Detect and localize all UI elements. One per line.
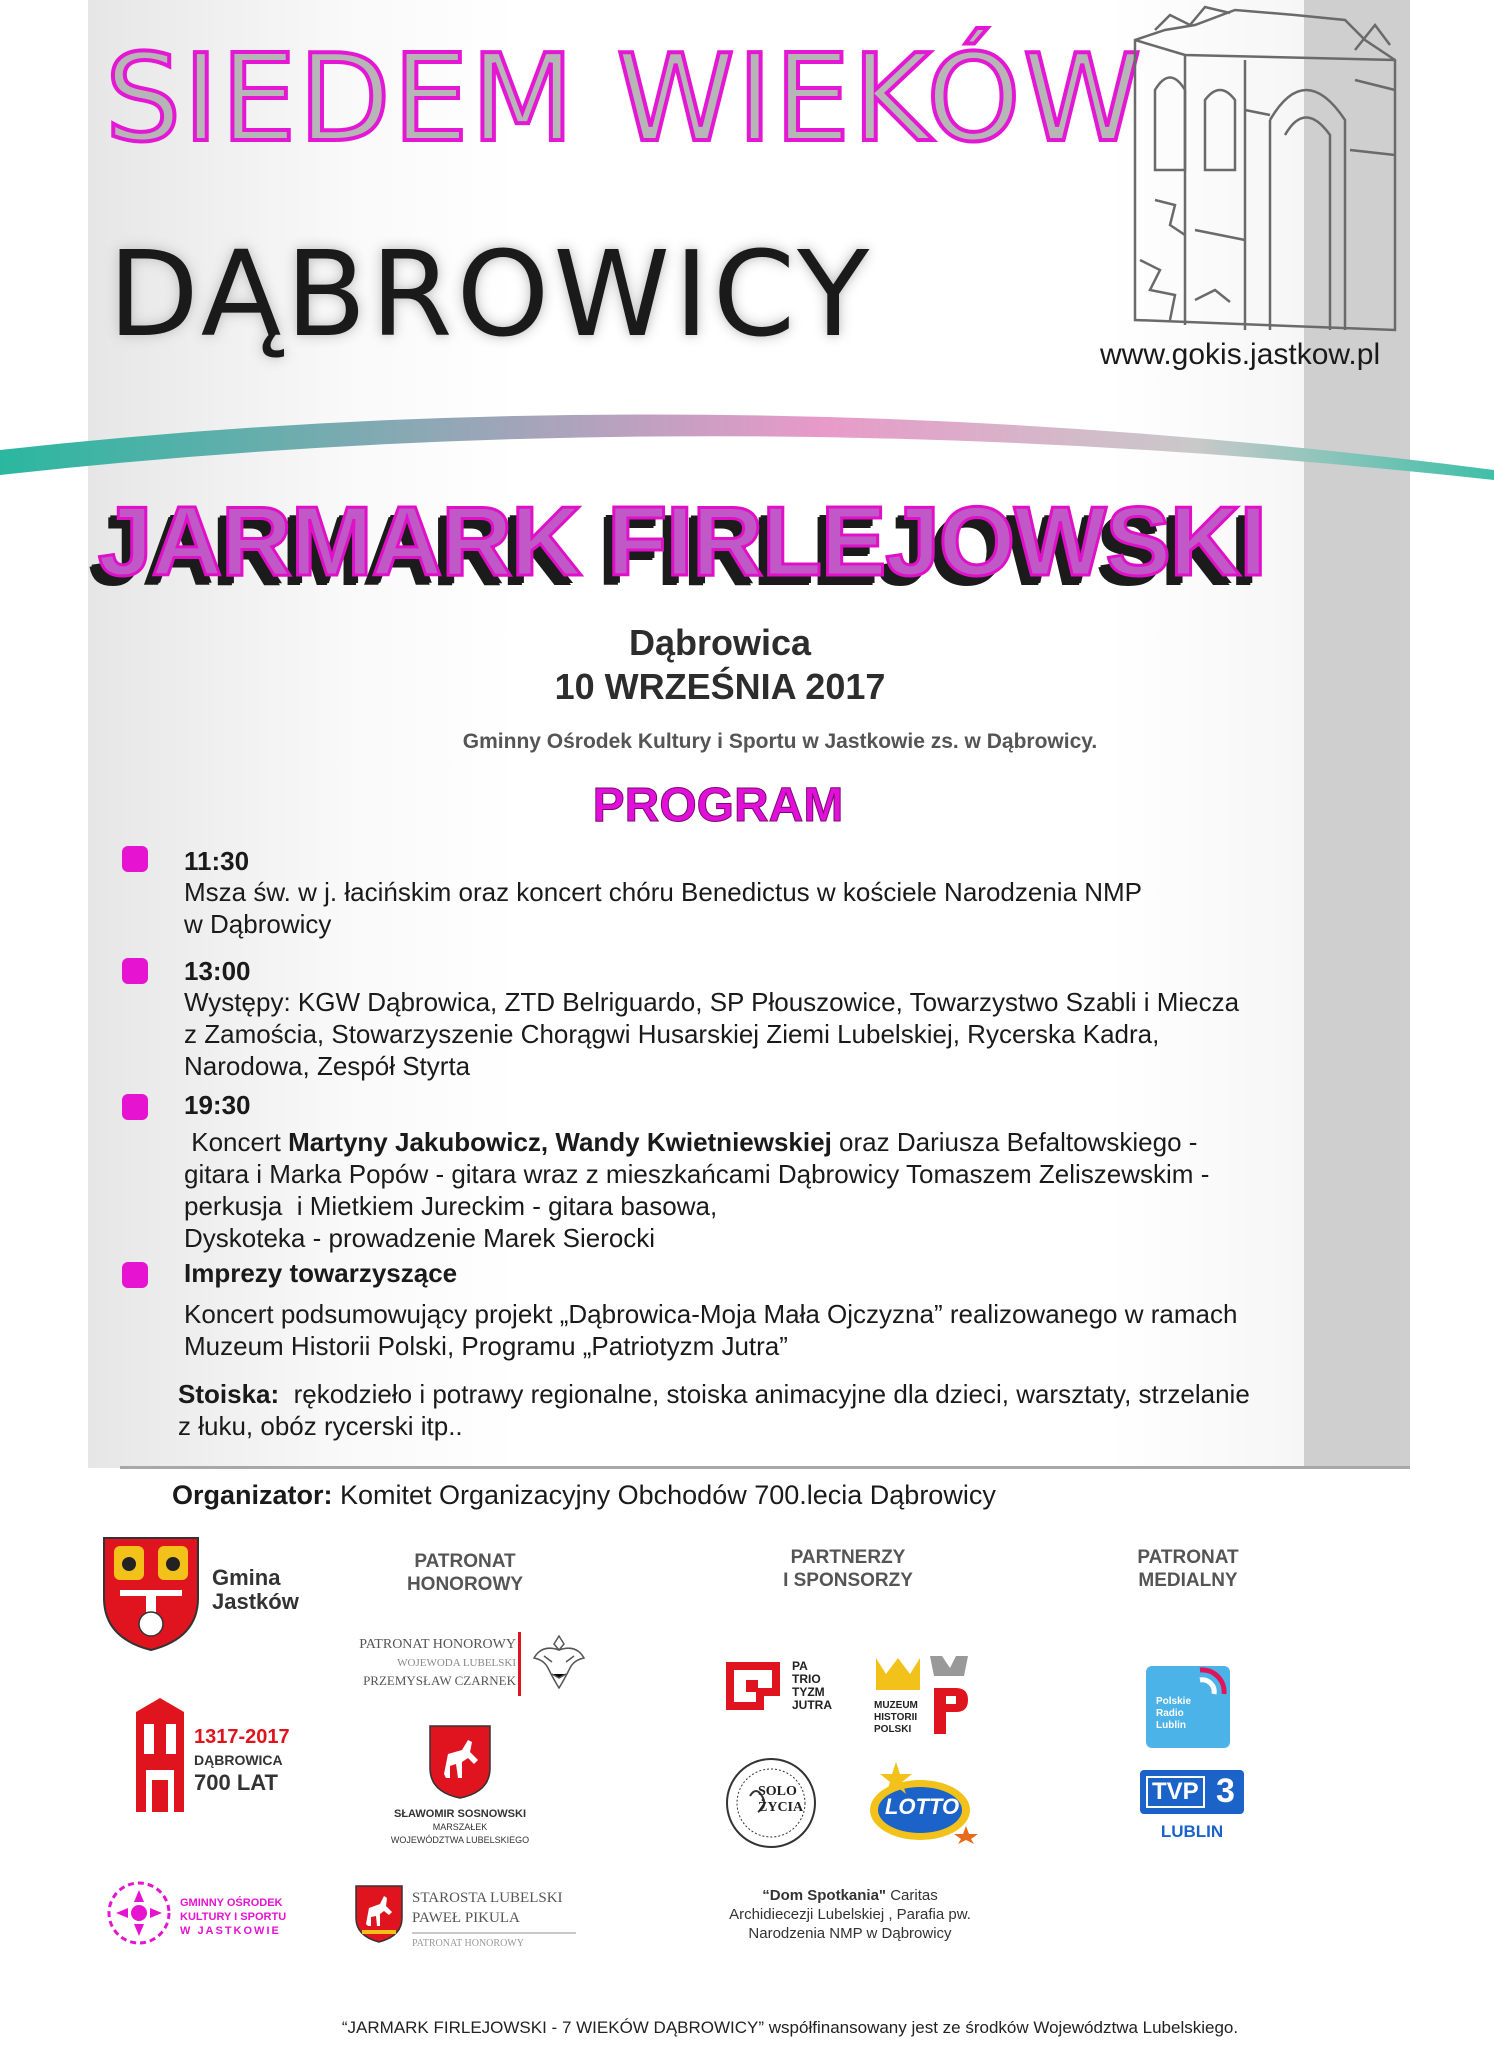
gmina-line: Jastków	[212, 1589, 299, 1614]
muzeum-text	[874, 1700, 918, 1736]
starosta-line: PATRONAT HONOROWY	[412, 1938, 524, 1949]
lubelskie-crest	[428, 1724, 492, 1800]
patronat-medialny-heading	[1088, 1546, 1288, 1592]
solo-line: SOLO	[758, 1784, 797, 1799]
patriotyzm-jutra-text	[792, 1660, 832, 1712]
caritas-bold: “Dom Spotkania"	[762, 1887, 887, 1904]
program-line: z łuku, obóz rycerski itp..	[178, 1411, 463, 1441]
tvp-text: TVP	[1146, 1776, 1205, 1808]
program-line	[184, 1126, 1364, 1158]
wojewoda-divider	[518, 1632, 521, 1696]
heading-line: HONOROWY	[406, 1574, 524, 1595]
tvp-city: LUBLIN	[1160, 1822, 1224, 1841]
radio-text	[1156, 1696, 1191, 1732]
radio-waves-icon	[1194, 1660, 1234, 1700]
program-bullet	[122, 1262, 148, 1288]
anniversary-place: DĄBROWICA	[194, 1752, 283, 1768]
caritas-line: Narodzenia NMP w Dąbrowicy	[748, 1925, 952, 1942]
program-bullet	[122, 1094, 148, 1120]
caritas-line	[700, 1886, 1000, 1905]
lotto-text: LOTTO	[884, 1794, 960, 1819]
heading-line: PATRONAT	[1137, 1547, 1239, 1568]
partnerzy-heading	[748, 1546, 948, 1592]
muzeum-p-icon	[926, 1652, 972, 1738]
anniversary-700-lat: 700 LAT	[194, 1770, 278, 1795]
wojewoda-line: WOJEWODA LUBELSKI	[397, 1657, 516, 1669]
tvp-number: 3	[1216, 1772, 1235, 1810]
divider	[120, 1466, 1410, 1469]
event-place: Dąbrowica	[628, 622, 812, 663]
starosta-patronage	[412, 1888, 576, 1954]
gmina-line: Gmina	[212, 1565, 281, 1590]
patronat-honorowy-heading	[365, 1550, 565, 1596]
organizer-value: Komitet Organizacyjny Obchodów 700.lecia Dąbrowicy	[332, 1480, 996, 1510]
text-run: Koncert	[184, 1127, 289, 1157]
stoiska-label: Stoiska:	[178, 1379, 280, 1409]
patriotyzm-line: JUTRA	[792, 1698, 833, 1712]
muzeum-line: HISTORII	[874, 1712, 918, 1723]
marszalek-patronage	[350, 1808, 570, 1847]
starosta-crest	[354, 1884, 404, 1944]
program-line: Msza św. w j. łacińskim oraz koncert chóru Benedictus w kościele Narodzenia NMP	[184, 877, 1143, 907]
program-line: perkusja i Mietkiem Jureckim - gitara basowa,	[184, 1191, 718, 1221]
organizer-label: Organizator:	[172, 1480, 333, 1510]
starosta-line: PAWEŁ PIKULA	[412, 1908, 576, 1934]
program-time: 11:30	[184, 846, 250, 876]
wojewoda-line: PRZEMYSŁAW CZARNEK	[363, 1673, 516, 1688]
program-time: 13:00	[184, 956, 251, 986]
gmina-jastkow-name	[212, 1566, 299, 1614]
program-line: Muzeum Historii Polski, Programu „Patriotyzm Jutra”	[184, 1331, 788, 1361]
anniversary-logo-text	[194, 1724, 290, 1796]
program-bullet	[122, 958, 148, 984]
program-bullet	[122, 846, 148, 872]
gmina-jastkow-crest	[100, 1534, 202, 1652]
program-line: w Dąbrowicy	[184, 909, 332, 939]
title-line-1: SIEDEM WIEKÓW	[105, 30, 1144, 169]
program-line: z Zamościa, Stowarzyszenie Chorągwi Husarskiej Ziemi Lubelskiej, Rycerska Kadra,	[184, 1019, 1160, 1049]
organizer-line	[172, 1480, 996, 1511]
heading-line: I SPONSORZY	[783, 1570, 913, 1591]
starosta-line: STAROSTA LUBELSKI	[412, 1890, 563, 1906]
radio-line: Radio	[1156, 1708, 1184, 1719]
event-host: Gminny Ośrodek Kultury i Sportu w Jastkowie zs. w Dąbrowicy.	[462, 730, 1098, 753]
caritas-partner	[700, 1886, 1000, 1943]
polish-eagle-icon	[530, 1630, 588, 1692]
heading-line: MEDIALNY	[1138, 1570, 1238, 1591]
patriotyzm-line: TYZM	[792, 1685, 825, 1699]
program-heading: PROGRAM	[592, 779, 844, 832]
stoiska-description	[178, 1378, 1358, 1442]
title-line-2: DĄBROWICY	[108, 225, 874, 363]
funding-note: “JARMARK FIRLEJOWSKI - 7 WIEKÓW DĄBROWICY” współfinansowany jest ze środków Województwa Lubelskiego.	[341, 2018, 1239, 2037]
radio-line: Lublin	[1156, 1720, 1186, 1731]
polskie-radio-lublin-logo	[1146, 1666, 1230, 1748]
program-line: gitara i Marka Popów - gitara wraz z mieszkańcami Dąbrowicy Tomaszem Zeliszewskim -	[184, 1159, 1210, 1189]
solo-line: ŻYCIA	[758, 1800, 804, 1815]
program-description	[184, 876, 1364, 940]
program-line: Występy: KGW Dąbrowica, ZTD Belriguardo, SP Płouszowice, Towarzystwo Szabli i Miecza	[184, 987, 1240, 1017]
anniversary-years: 1317-2017	[194, 1726, 290, 1748]
gokis-logo-icon	[106, 1880, 172, 1946]
tvp3-logo	[1140, 1770, 1244, 1814]
solo-zycia-text	[758, 1784, 803, 1816]
marszalek-line: WOJEWÓDZTWA LUBELSKIEGO	[390, 1835, 530, 1845]
heading-line: PARTNERZY	[790, 1547, 906, 1568]
program-line: Narodowa, Zespół Styrta	[184, 1051, 471, 1081]
muzeum-crown-icon	[874, 1652, 922, 1692]
castle-ruin-illustration	[1095, 0, 1415, 340]
wojewoda-line: PATRONAT HONOROWY	[359, 1637, 516, 1652]
text-run: oraz Dariusza Befaltowskiego -	[831, 1127, 1198, 1157]
wojewoda-patronage	[338, 1636, 516, 1690]
caritas-run: Caritas	[886, 1887, 938, 1904]
program-line	[178, 1378, 1358, 1410]
performers-bold: Martyny Jakubowicz, Wandy Kwietniewskiej	[288, 1127, 832, 1157]
website-url[interactable]: www.gokis.jastkow.pl	[1100, 338, 1381, 371]
program-time: Imprezy towarzyszące	[184, 1258, 458, 1288]
patriotyzm-jutra-icon	[726, 1662, 780, 1710]
muzeum-line: MUZEUM	[874, 1700, 918, 1711]
radio-line: Polskie	[1156, 1696, 1192, 1707]
program-line: Dyskoteka - prowadzenie Marek Sierocki	[184, 1223, 656, 1253]
patriotyzm-line: TRIO	[792, 1672, 821, 1686]
anniversary-tower-icon	[128, 1696, 192, 1814]
decorative-swoosh	[0, 380, 1494, 500]
muzeum-line: POLSKI	[874, 1724, 912, 1735]
program-line: Koncert podsumowujący projekt „Dąbrowica-Moja Mała Ojczyzna” realizowanego w ramach	[184, 1299, 1238, 1329]
caritas-line: Archidiecezji Lubelskiej , Parafia pw.	[729, 1906, 971, 1923]
program-description	[184, 986, 1364, 1082]
gokis-line: GMINNY OŚRODEK	[180, 1897, 283, 1909]
event-date: 10 WRZEŚNIA 2017	[554, 666, 886, 707]
gokis-line: KULTURY I SPORTU	[180, 1911, 287, 1923]
heading-line: PATRONAT	[414, 1551, 516, 1572]
event-title: JARMARK FIRLEJOWSKI	[98, 486, 1266, 596]
gokis-name	[180, 1896, 286, 1938]
program-description	[184, 1298, 1364, 1362]
program-time: 19:30	[184, 1090, 251, 1120]
gokis-line: W JASTKOWIE	[180, 1925, 281, 1937]
text-run: rękodzieło i potrawy regionalne, stoiska animacyjne dla dzieci, warsztaty, strzelanie	[279, 1379, 1250, 1409]
marszalek-line: MARSZAŁEK	[432, 1822, 488, 1832]
program-description	[184, 1126, 1364, 1254]
marszalek-line: SŁAWOMIR SOSNOWSKI	[394, 1808, 526, 1820]
patriotyzm-line: PA	[792, 1659, 808, 1673]
